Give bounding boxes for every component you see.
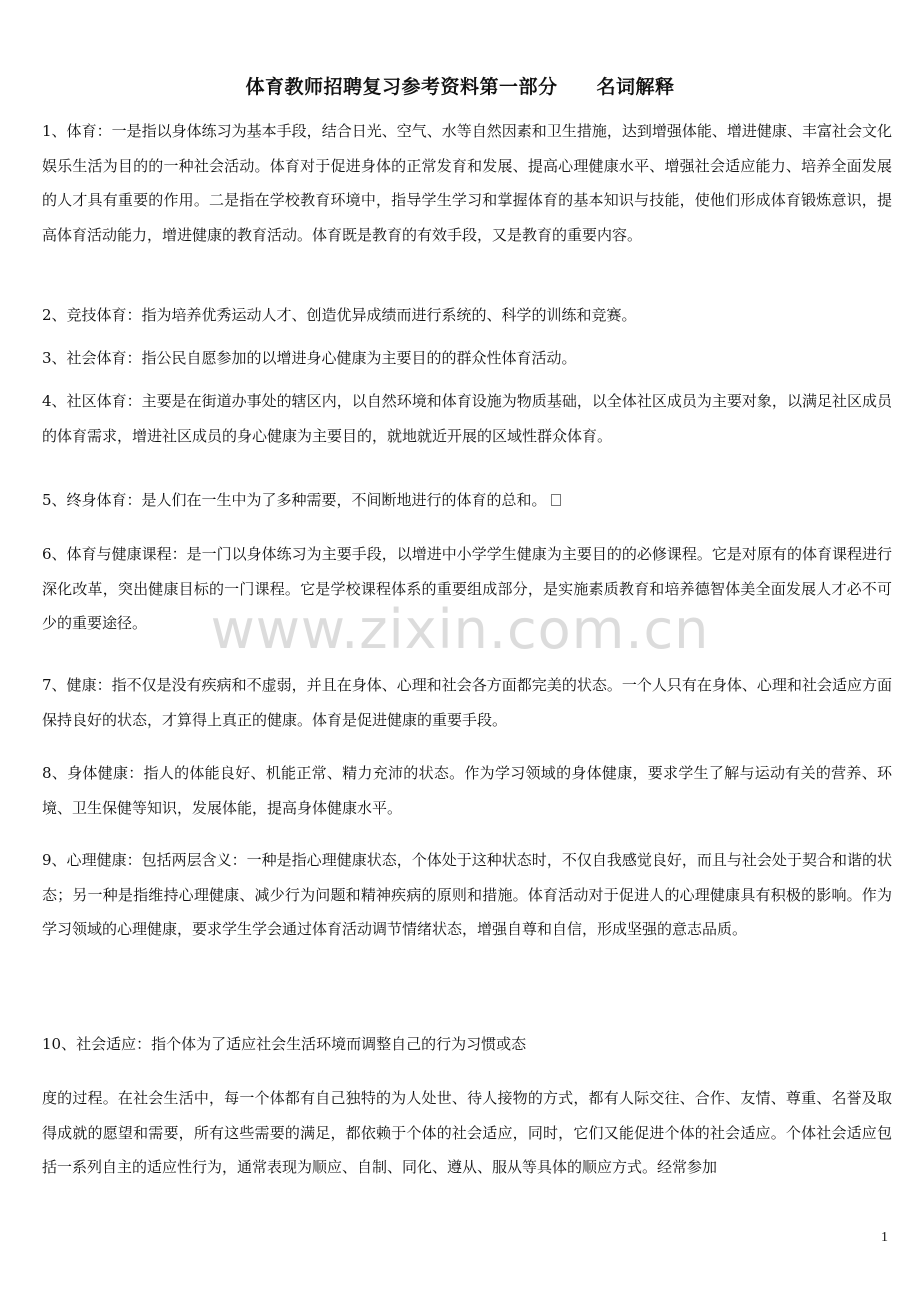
paragraph-1: 1、体育：一是指以身体练习为基本手段，结合日光、空气、水等自然因素和卫生措施，达到增强体能、增进健康、丰富社会文化娱乐生活为目的的一种社会活动。体育对于促进身体的正常发育和发展、提高心理健康水平、增强社会适应能力、培养全面发展的人才具有重要的作用。二是指在学校教育环境中，指导学生学习和掌握体育的基本知识与技能，使他们形成体育锻炼意识，提高体育活动能力，增进健康的教育活动。体育既是教育的有效手段，又是教育的重要内容。 <box>42 122 892 244</box>
paragraph-7: 7、健康：指不仅是没有疾病和不虚弱，并且在身体、心理和社会各方面都完美的状态。一个人只有在身体、心理和社会适应方面保持良好的状态，才算得上真正的健康。体育是促进健康的重要手段。 <box>42 676 892 729</box>
paragraph-8: 8、身体健康：指人的体能良好、机能正常、精力充沛的状态。作为学习领域的身体健康，要求学生了解与运动有关的营养、环境、卫生保健等知识，发展体能，提高身体健康水平。 <box>42 764 892 817</box>
page-title: 体育教师招聘复习参考资料第一部分 名词解释 <box>245 76 675 98</box>
paragraph-10-continued: 度的过程。在社会生活中，每一个体都有自己独特的为人处世、待人接物的方式，都有人际交往、合作、友情、尊重、名誉及取得成就的愿望和需要，所有这些需要的满足，都依赖于个体的社会适应，同时，它们又能促进个体的社会适应。个体社会适应包括一系列自主的适应性行为，通常表现为顺应、自制、同化、遵从、服从等具体的顺应方式。经常参加 <box>42 1089 892 1176</box>
paragraph-10: 10、社会适应：指个体为了适应社会生活环境而调整自己的行为习惯或态 <box>42 1035 527 1053</box>
paragraph-9: 9、心理健康：包括两层含义：一种是指心理健康状态，个体处于这种状态时，不仅自我感觉良好，而且与社会处于契合和谐的状态；另一种是指维持心理健康、减少行为问题和精神疾病的原则和措施。体育活动对于促进人的心理健康具有积极的影响。作为学习领域的心理健康，要求学生学会通过体育活动调节情绪状态，增强自尊和自信，形成坚强的意志品质。 <box>42 851 892 938</box>
paragraph-4: 4、社区体育：主要是在街道办事处的辖区内，以自然环境和体育设施为物质基础，以全体社区成员为主要对象，以满足社区成员的体育需求，增进社区成员的身心健康为主要目的，就地就近开展的区域性群众体育。 <box>42 392 892 445</box>
placeholder-box-icon <box>551 494 561 506</box>
page-number: 1 <box>881 1230 888 1245</box>
paragraph-6: 6、体育与健康课程：是一门以身体练习为主要手段，以增进中小学学生健康为主要目的的必修课程。它是对原有的体育课程进行深化改革，突出健康目标的一门课程。它是学校课程体系的重要组成部分，是实施素质教育和培养德智体美全面发展人才必不可少的重要途径。 <box>42 545 892 632</box>
watermark: www.zixin.com.cn <box>210 598 710 661</box>
paragraph-5-text: 5、终身体育：是人们在一生中为了多种需要，不间断地进行的体育的总和。 <box>42 491 547 509</box>
paragraph-3: 3、社会体育：指公民自愿参加的以增进身心健康为主要目的的群众性体育活动。 <box>42 349 577 367</box>
paragraph-5 <box>42 483 892 518</box>
paragraph-2: 2、竞技体育：指为培养优秀运动人才、创造优异成绩而进行系统的、科学的训练和竞赛。 <box>42 306 637 324</box>
